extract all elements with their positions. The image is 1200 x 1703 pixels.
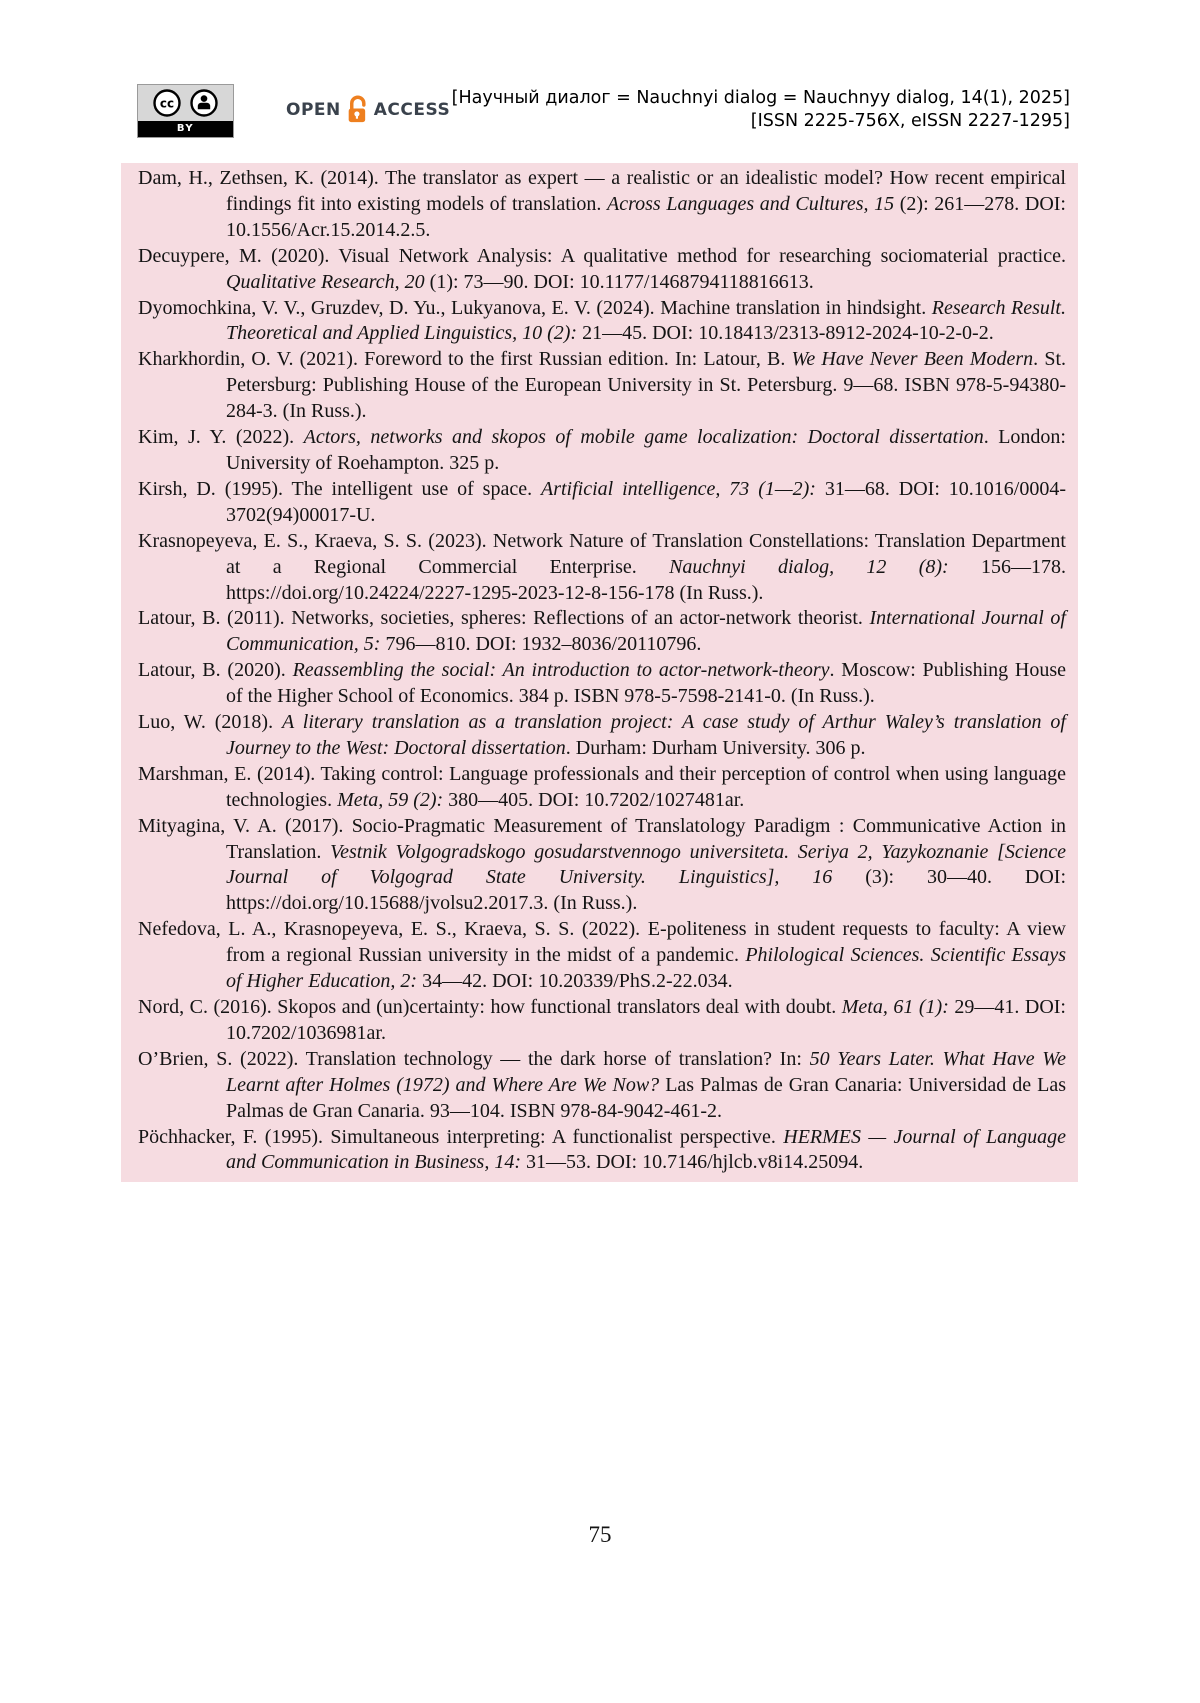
reference-entry xyxy=(138,1047,1066,1125)
page-number: 75 xyxy=(588,1522,612,1547)
reference-source-title: Reassembling the social: An introduction to actor-network-theory xyxy=(292,659,830,682)
reference-source-title: HERMES — Journal of Language and Communication in Business, 14: xyxy=(226,1125,1067,1174)
open-access-access-label: ACCESS xyxy=(373,99,451,120)
reference-entry xyxy=(138,917,1066,995)
reference-text: Nord, C. (2016). Skopos and (un)certainty: how functional translators deal with doubt. xyxy=(138,996,842,1018)
reference-text: (3): 30—40. DOI: https://doi.org/10.15688/jvolsu2.2017.3. (In Russ.). xyxy=(226,866,1067,915)
reference-source-title: Vestnik Volgogradskogo gosudarstvennogo universiteta. Seriya 2, Yazykoznanie [Science Journal of Volgograd State University. Linguistics], 16 xyxy=(226,840,1066,889)
reference-text: Kim, J. Y. (2022). xyxy=(138,426,304,449)
cc-by-license-badge xyxy=(137,84,234,138)
journal-citation-line1: [Научный диалог = Nauchnyi dialog = Nauchnyy dialog, 14(1), 2025] xyxy=(451,88,1070,108)
reference-text: Kharkhordin, O. V. (2021). Foreword to the first Russian edition. In: Latour, B. xyxy=(138,348,792,371)
reference-entry xyxy=(138,762,1066,814)
reference-text: Krasnopeyeva, E. S., Kraeva, S. S. (2023). Network Nature of Translation Constellations: Translation Department at a Regional Commercial Enterprise. xyxy=(138,529,1066,578)
reference-source-title: Artificial intelligence, 73 (1—2): xyxy=(540,477,816,500)
reference-text: (2): 261—278. DOI: 10.1556/Acr.15.2014.2.5. xyxy=(226,192,1066,241)
open-access-open-label: OPEN xyxy=(286,99,341,120)
reference-text: 31—53. DOI: 10.7146/hjlcb.v8i14.25094. xyxy=(521,1151,864,1174)
reference-text: Las Palmas de Gran Canaria: Universidad de Las Palmas de Gran Canaria. 93—104. ISBN 978-84-9042-461-2. xyxy=(226,1073,1066,1122)
reference-text: Latour, B. (2020). xyxy=(138,659,293,682)
reference-text: 29—41. DOI: 10.7202/1036981ar. xyxy=(226,996,1066,1044)
reference-text: Nefedova, L. A., Krasnopeyeva, E. S., Kraeva, S. S. (2022). E-politeness in student requests to faculty: A view from a regional Russian university in the midst of a pandemic. xyxy=(138,918,1066,967)
reference-text: Kirsh, D. (1995). The intelligent use of space. xyxy=(138,477,541,500)
reference-source-title: International Journal of Communication, 5: xyxy=(226,607,1066,656)
reference-text: Decuypere, M. (2020). Visual Network Analysis: A qualitative method for researching sociomaterial practice. xyxy=(138,244,1066,267)
reference-entry xyxy=(138,658,1066,710)
reference-text: . St. Petersburg: Publishing House of the European University in St. Petersburg. 9—68. ISBN 978-5-94380-284-3. (In Russ.). xyxy=(226,348,1067,423)
reference-entry xyxy=(138,244,1066,296)
reference-entry xyxy=(138,347,1066,425)
reference-source-title: Meta, 59 (2): xyxy=(337,788,444,811)
reference-entry xyxy=(138,296,1066,348)
reference-entry xyxy=(138,529,1066,607)
reference-text: Dyomochkina, V. V., Gruzdev, D. Yu., Lukyanova, E. V. (2024). Machine translation in hindsight. xyxy=(138,296,932,319)
reference-text: Latour, B. (2011). Networks, societies, spheres: Reflections of an actor-network theorist. xyxy=(138,607,870,630)
journal-citation xyxy=(452,87,1070,133)
open-access-logo xyxy=(286,94,450,125)
reference-source-title: Research Result. Theoretical and Applied Linguistics, 10 (2): xyxy=(226,296,1066,345)
reference-text: 156—178. https://doi.org/10.24224/2227-1295-2023-12-8-156-178 (In Russ.). xyxy=(226,555,1067,604)
reference-source-title: Qualitative Research, 20 xyxy=(226,270,425,293)
reference-text: Mityagina, V. A. (2017). Socio-Pragmatic Measurement of Translatology Paradigm : Communicative Action in Translation. xyxy=(138,814,1066,863)
reference-text: 31—68. DOI: 10.1016/0004-3702(94)00017-U. xyxy=(226,477,1066,526)
reference-entry xyxy=(138,166,1066,244)
reference-source-title: Actors, networks and skopos of mobile game localization: Doctoral dissertation xyxy=(303,426,984,449)
references-list xyxy=(121,163,1078,1182)
reference-text: . London: University of Roehampton. 325 p. xyxy=(226,426,1066,474)
reference-source-title: Philological Sciences. Scientific Essays of Higher Education, 2: xyxy=(226,944,1066,993)
reference-text: Luo, W. (2018). xyxy=(138,711,283,734)
reference-text: . Durham: Durham University. 306 p. xyxy=(565,736,866,759)
cc-by-label: BY xyxy=(138,121,233,137)
reference-source-title: 50 Years Later. What Have We Learnt after Holmes (1972) and Where Are We Now? xyxy=(226,1047,1066,1096)
reference-entry xyxy=(138,606,1066,658)
reference-entry xyxy=(138,1125,1066,1177)
reference-entry xyxy=(138,814,1066,918)
reference-entry xyxy=(138,995,1066,1047)
open-lock-icon xyxy=(346,94,369,125)
reference-text: Pöchhacker, F. (1995). Simultaneous interpreting: A functionalist perspective. xyxy=(138,1125,784,1148)
reference-source-title: Across Languages and Cultures, 15 xyxy=(607,192,895,215)
reference-entry xyxy=(138,425,1066,477)
reference-text: Dam, H., Zethsen, K. (2014). The translator as expert — a realistic or an idealistic model? How recent empirical findings fit into existing models of translation. xyxy=(138,167,1066,215)
journal-citation-line2: [ISSN 2225-756X, eISSN 2227-1295] xyxy=(750,111,1070,131)
reference-source-title: We Have Never Been Modern xyxy=(791,348,1034,371)
cc-icon xyxy=(152,88,182,118)
reference-entry xyxy=(138,477,1066,529)
reference-text: 380—405. DOI: 10.7202/1027481ar. xyxy=(443,788,745,811)
reference-text: 21—45. DOI: 10.18413/2313-8912-2024-10-2-0-2. xyxy=(577,322,994,345)
reference-source-title: Meta, 61 (1): xyxy=(841,996,949,1018)
reference-text: . Moscow: Publishing House of the Higher School of Economics. 384 p. ISBN 978-5-7598-2141-0. (In Russ.). xyxy=(226,659,1067,708)
reference-text: 796—810. DOI: 1932–8036/20110796. xyxy=(380,633,702,656)
person-icon xyxy=(189,88,219,118)
reference-text: O’Brien, S. (2022). Translation technology — the dark horse of translation? In: xyxy=(138,1047,810,1070)
cc-license-icons xyxy=(138,85,233,121)
reference-text: 34—42. DOI: 10.20339/PhS.2-22.034. xyxy=(417,970,733,993)
reference-source-title: A literary translation as a translation project: A case study of Arthur Waley’s translation of Journey to the West: Doctoral dissertation xyxy=(226,711,1066,759)
reference-text: (1): 73—90. DOI: 10.1177/1468794118816613. xyxy=(424,270,814,293)
reference-entry xyxy=(138,710,1066,762)
reference-source-title: Nauchnyi dialog, 12 (8): xyxy=(669,555,949,578)
page-header xyxy=(137,82,1070,142)
svg-text:cc: cc xyxy=(159,96,175,111)
reference-text: Marshman, E. (2014). Taking control: Language professionals and their perception of control when using language technologies. xyxy=(138,762,1066,811)
